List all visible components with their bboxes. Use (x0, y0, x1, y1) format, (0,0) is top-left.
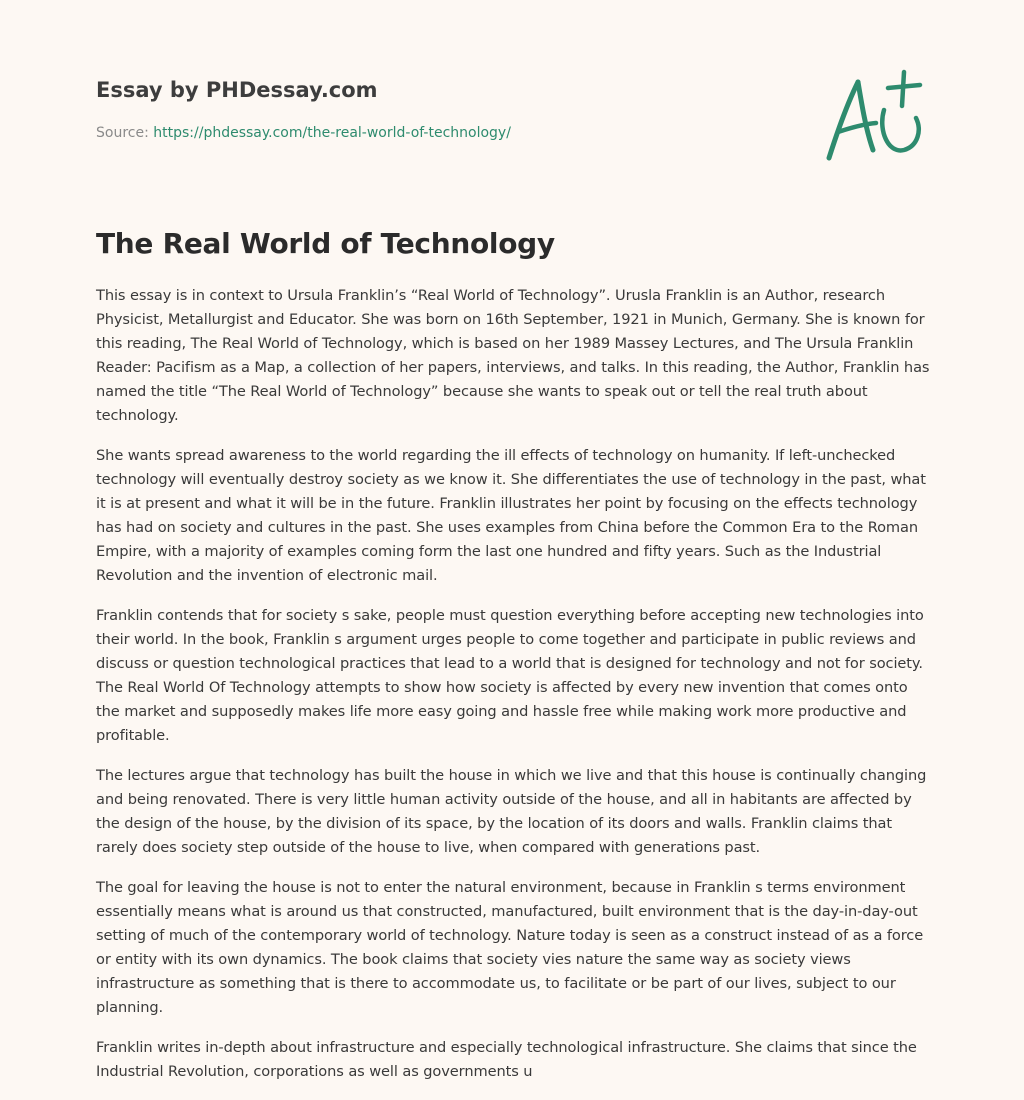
essay-paragraph: The goal for leaving the house is not to enter the natural environment, because in Franklin s terms environment essentially means what is around us that constructed, manufactured, built environment that is the day-in-day-out setting of much of the contemporary world of technology. Nature today is seen as a construct instead of as a force or entity with its own dynamics. The book claims that society vies nature the same way as society views infrastructure as something that is there to accommodate us, to facilitate or be part of our lives, subject to our planning. (96, 879, 924, 1016)
a-plus-logo-icon (818, 66, 930, 166)
essay-header (96, 74, 796, 143)
essay-paragraph: The lectures argue that technology has built the house in which we live and that this house is continually changing and being renovated. There is very little human activity outside of the house, and all in habitants are affected by the design of the house, by the division of its space, by the location of its doors and walls. Franklin claims that rarely does society step outside of the house to live, when compared with generations past. (96, 767, 927, 856)
essay-paragraph: She wants spread awareness to the world regarding the ill effects of technology on humanity. If left-unchecked technology will eventually destroy society as we know it. She differentiates the use of technology in the past, what it is at present and what it will be in the future. Franklin illustrates her point by focusing on the effects technology has had on society and cultures in the past. She uses examples from China before the Common Era to the Roman Empire, with a majority of examples coming form the last one hundred and fifty years. Such as the Industrial Revolution and the invention of electronic mail. (96, 447, 926, 584)
essay-title: The Real World of Technology (96, 227, 555, 260)
essay-body (96, 284, 932, 1100)
source-line (96, 123, 796, 143)
site-brand: Essay by PHDessay.com (96, 78, 378, 102)
essay-paragraph: Franklin writes in-depth about infrastructure and especially technological infrastructure. She claims that since the Industrial Revolution, corporations as well as governments u (96, 1039, 917, 1080)
essay-paragraph: Franklin contends that for society s sake, people must question everything before accepting new technologies into their world. In the book, Franklin s argument urges people to come together and participate in public reviews and discuss or question technological practices that lead to a world that is designed for technology and not for society. The Real World Of Technology attempts to show how society is affected by every new invention that comes onto the market and supposedly makes life more easy going and hassle free while making work more productive and profitable. (96, 607, 924, 744)
source-link[interactable]: https://phdessay.com/the-real-world-of-technology/ (153, 125, 511, 141)
source-label: Source: (96, 125, 149, 141)
essay-paragraph: This essay is in context to Ursula Franklin’s “Real World of Technology”. Urusla Franklin is an Author, research Physicist, Metallurgist and Educator. She was born on 16th September, 1921 in Munich, Germany. She is known for this reading, The Real World of Technology, which is based on her 1989 Massey Lectures, and The Ursula Franklin Reader: Pacifism as a Map, a collection of her papers, interviews, and talks. In this reading, the Author, Franklin has named the title “The Real World of Technology” because she wants to speak out or tell the real truth about technology. (96, 287, 930, 424)
